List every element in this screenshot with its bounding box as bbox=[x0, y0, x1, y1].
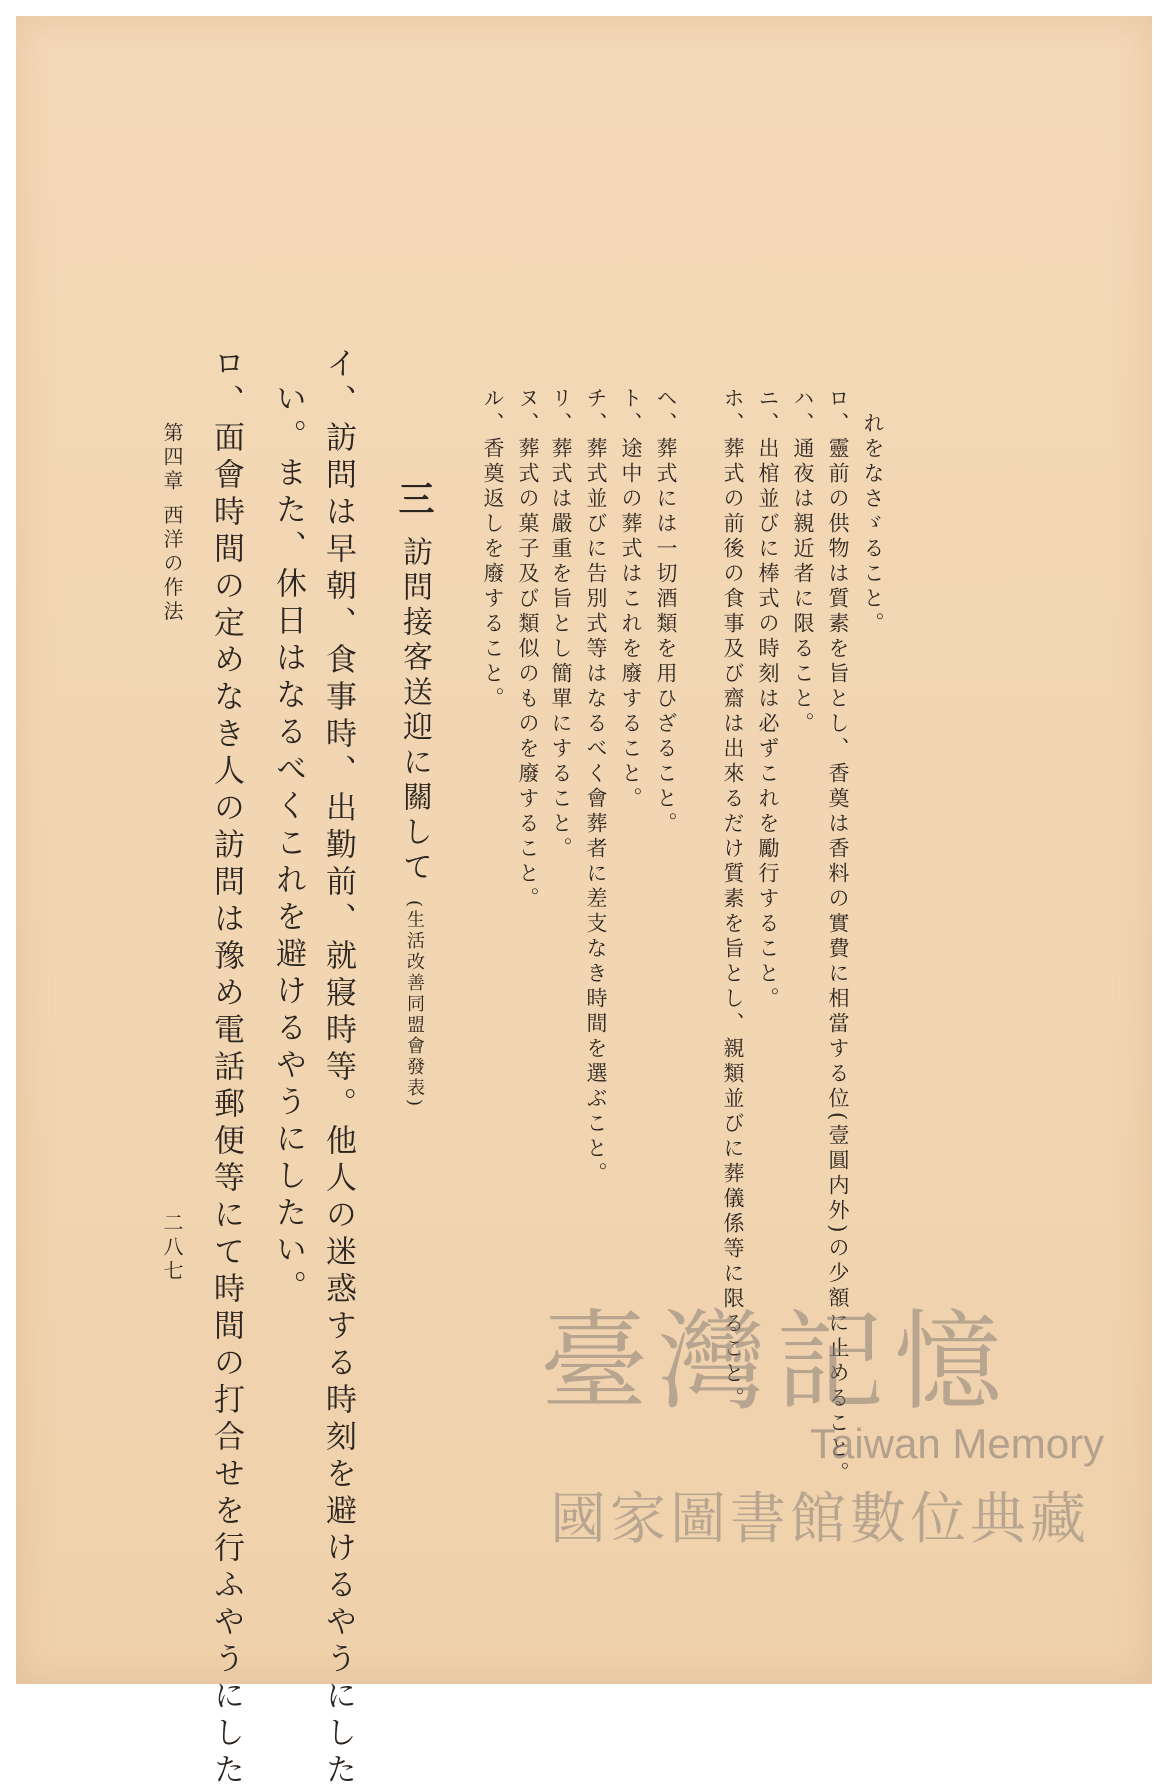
section-note: (生活改善同盟會發表) bbox=[404, 900, 425, 1110]
text-line: ニ、出棺並びに棒式の時刻は必ずこれを勵行すること。 bbox=[756, 387, 780, 1012]
text-line: ロ、靈前の供物は質素を旨とし、香奠は香料の實費に相當する位(壹圓内外)の少額に止めること。 bbox=[826, 387, 850, 1487]
text-line: ヌ、葬式の菓子及び類似のものを廢すること。 bbox=[516, 387, 540, 912]
watermark-english: Taiwan Memory bbox=[810, 1420, 1105, 1467]
text-line: リ、葬式は嚴重を旨とし簡單にすること。 bbox=[549, 387, 573, 862]
text-line: ホ、葬式の前後の食事及び齋は出來るだけ質素を旨とし、親類並びに葬儀係等に限ること。 bbox=[721, 387, 745, 1412]
text-line: ル、香奠返しを廢すること。 bbox=[481, 387, 505, 712]
watermark-chinese: 臺灣記憶 bbox=[540, 1300, 1013, 1425]
body-line: い。また、休日はなるべくこれを避けるやうにしたい。 bbox=[270, 382, 306, 1307]
section-title: 訪問接客送迎に關して bbox=[397, 536, 432, 886]
body-line: イ、訪問は早朝、食事時、出勤前、就寢時等。他人の迷惑する時刻を避けるやうにした bbox=[320, 347, 356, 1790]
text-line: ヘ、葬式には一切酒類を用ひざること。 bbox=[654, 387, 678, 837]
watermark-library: 國家圖書館數位典藏 bbox=[550, 1487, 1090, 1552]
page-number: 二八七 bbox=[160, 1212, 184, 1284]
text-line: ハ、通夜は親近者に限ること。 bbox=[791, 387, 815, 737]
text-line: ト、途中の葬式はこれを廢すること。 bbox=[619, 387, 643, 812]
text-line: チ、葬式並びに告別式等はなるべく會葬者に差支なき時間を選ぶこと。 bbox=[584, 387, 608, 1187]
body-line: ロ、面會時間の定めなき人の訪問は豫め電話郵便等にて時間の打合せを行ふやうにした bbox=[208, 347, 244, 1790]
section-heading bbox=[393, 480, 435, 1110]
section-number: 三 bbox=[393, 480, 435, 516]
chapter-title: 第四章 西洋の作法 bbox=[160, 422, 184, 625]
text-line: れをなさゞること。 bbox=[861, 412, 885, 637]
